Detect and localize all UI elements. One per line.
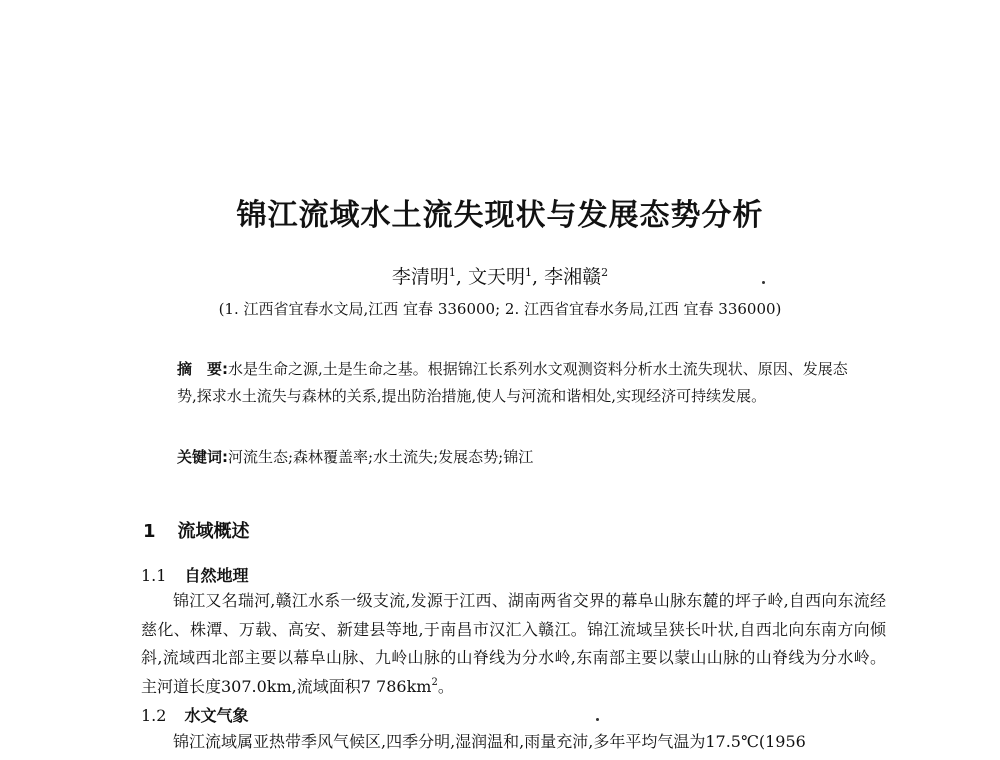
subsection-number: 1.1 [141, 566, 167, 585]
keywords-label: 关键词: [177, 448, 228, 466]
author-affil-mark: 1 [525, 266, 532, 279]
scan-speck [762, 281, 765, 284]
author-name: 李清明 [391, 266, 449, 288]
subsection-heading [141, 703, 248, 726]
paragraph-end: 。 [437, 676, 454, 696]
abstract-text: 水是生命之源,土是生命之基。根据锦江长系列水文观测资料分析水土流失现状、原因、发展态势,探求水土流失与森林的关系,提出防治措施,使人与河流和谐相处,实现经济可持续发展。 [177, 360, 848, 405]
subsection-title: 自然地理 [184, 566, 249, 585]
author-line [0, 262, 1000, 289]
subsection-number: 1.2 [141, 706, 167, 725]
abstract [177, 356, 857, 410]
paragraph-text: 锦江流域属亚热带季风气候区,四季分明,湿润温和,雨量充沛,多年平均气温为17.5℃(1956 [173, 732, 806, 751]
superscript: 2 [431, 676, 438, 688]
section-title: 流域概述 [177, 521, 250, 542]
author-name: 文天明 [467, 266, 525, 288]
body-paragraph [141, 587, 886, 701]
section-number: 1 [143, 521, 156, 542]
scan-speck [596, 718, 599, 721]
author-separator: , [532, 266, 539, 288]
subsection-title: 水文气象 [184, 706, 249, 725]
author-affil-mark: 2 [601, 266, 609, 279]
keywords-text: 河流生态;森林覆盖率;水土流失;发展态势;锦江 [228, 448, 534, 466]
author-name: 李湘赣 [544, 266, 602, 288]
body-paragraph [141, 728, 886, 757]
subsection-heading [141, 563, 248, 586]
abstract-label: 摘 要: [177, 360, 228, 378]
paper-title: 锦江流域水土流失现状与发展态势分析 [236, 198, 764, 233]
paragraph-text: 锦江又名瑞河,赣江水系一级支流,发源于江西、湖南两省交界的幕阜山脉东麓的坪子岭,自西向东流经慈化、株潭、万载、高安、新建县等地,于南昌市汉汇入赣江。锦江流域呈狭长叶状,自西北向东南方向倾斜,流域西北部主要以幕阜山脉、九岭山脉的山脊线为分水岭,东南部主要以蒙山山脉的山脊线为分水岭。主河道长度307.0km,流域面积7 786km [141, 591, 886, 696]
keywords [177, 444, 857, 471]
affiliation-line: (1. 江西省宜春水文局,江西 宜春 336000; 2. 江西省宜春水务局,江西 宜春 336000) [218, 300, 782, 318]
author-affil-mark: 1 [448, 266, 456, 279]
author-separator: , [455, 266, 462, 288]
section-heading [143, 517, 250, 543]
